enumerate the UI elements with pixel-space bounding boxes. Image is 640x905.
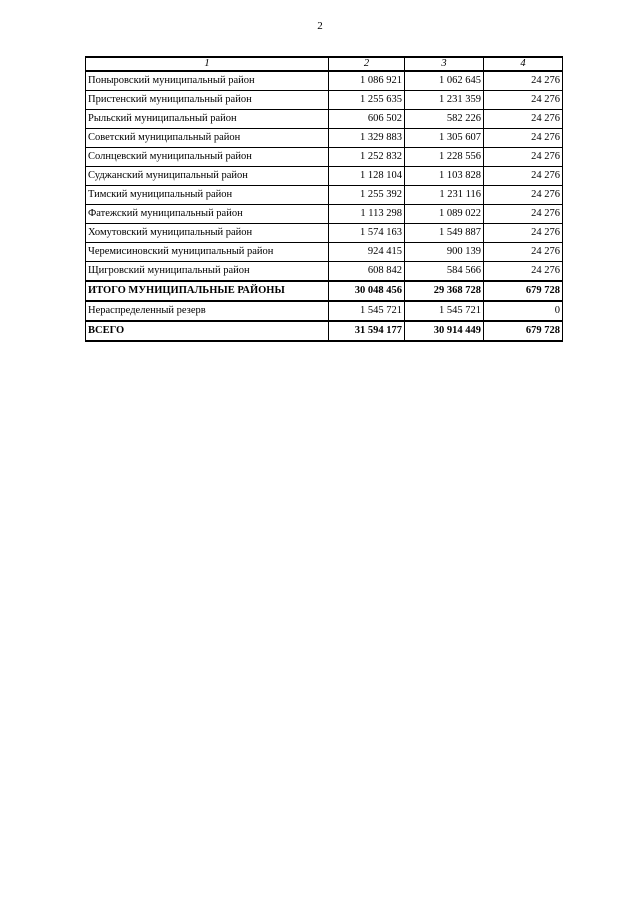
table-row bbox=[86, 91, 563, 110]
value-col-4: 24 276 bbox=[484, 129, 563, 148]
value-col-2: 1 255 392 bbox=[329, 186, 405, 205]
value-col-4: 24 276 bbox=[484, 167, 563, 186]
district-name: Пристенский муниципальный район bbox=[86, 91, 329, 110]
value-col-2: 1 545 721 bbox=[329, 301, 405, 321]
value-col-2: 608 842 bbox=[329, 262, 405, 282]
value-col-4: 679 728 bbox=[484, 281, 563, 301]
column-header-2: 2 bbox=[329, 57, 405, 71]
value-col-2: 1 113 298 bbox=[329, 205, 405, 224]
table-row bbox=[86, 148, 563, 167]
subtotal-row bbox=[86, 281, 563, 301]
value-col-3: 1 228 556 bbox=[405, 148, 484, 167]
value-col-3: 1 062 645 bbox=[405, 71, 484, 91]
budget-table bbox=[85, 56, 563, 342]
table-row bbox=[86, 129, 563, 148]
value-col-4: 24 276 bbox=[484, 224, 563, 243]
value-col-4: 24 276 bbox=[484, 71, 563, 91]
district-name: Поныровский муниципальный район bbox=[86, 71, 329, 91]
table-row bbox=[86, 186, 563, 205]
value-col-4: 24 276 bbox=[484, 110, 563, 129]
value-col-3: 900 139 bbox=[405, 243, 484, 262]
value-col-3: 29 368 728 bbox=[405, 281, 484, 301]
value-col-3: 1 231 116 bbox=[405, 186, 484, 205]
value-col-4: 24 276 bbox=[484, 91, 563, 110]
value-col-2: 1 574 163 bbox=[329, 224, 405, 243]
value-col-3: 1 231 359 bbox=[405, 91, 484, 110]
value-col-3: 582 226 bbox=[405, 110, 484, 129]
district-name: Тимский муниципальный район bbox=[86, 186, 329, 205]
table-row bbox=[86, 167, 563, 186]
district-name: Рыльский муниципальный район bbox=[86, 110, 329, 129]
value-col-3: 30 914 449 bbox=[405, 321, 484, 341]
value-col-4: 24 276 bbox=[484, 186, 563, 205]
table-row bbox=[86, 243, 563, 262]
reserve-label: Нераспределенный резерв bbox=[86, 301, 329, 321]
column-header-3: 3 bbox=[405, 57, 484, 71]
column-header-1: 1 bbox=[86, 57, 329, 71]
value-col-2: 1 255 635 bbox=[329, 91, 405, 110]
value-col-2: 606 502 bbox=[329, 110, 405, 129]
header-row bbox=[86, 57, 563, 71]
value-col-2: 924 415 bbox=[329, 243, 405, 262]
value-col-3: 1 549 887 bbox=[405, 224, 484, 243]
value-col-2: 1 128 104 bbox=[329, 167, 405, 186]
value-col-3: 1 103 828 bbox=[405, 167, 484, 186]
district-name: Фатежский муниципальный район bbox=[86, 205, 329, 224]
column-header-4: 4 bbox=[484, 57, 563, 71]
value-col-2: 1 086 921 bbox=[329, 71, 405, 91]
value-col-3: 584 566 bbox=[405, 262, 484, 282]
page-number: 2 bbox=[317, 20, 323, 32]
value-col-4: 0 bbox=[484, 301, 563, 321]
total-label: ВСЕГО bbox=[86, 321, 329, 341]
district-name: Советский муниципальный район bbox=[86, 129, 329, 148]
table-row bbox=[86, 262, 563, 282]
value-col-4: 24 276 bbox=[484, 148, 563, 167]
value-col-4: 24 276 bbox=[484, 262, 563, 282]
value-col-2: 1 252 832 bbox=[329, 148, 405, 167]
table-row bbox=[86, 110, 563, 129]
value-col-4: 24 276 bbox=[484, 243, 563, 262]
value-col-4: 24 276 bbox=[484, 205, 563, 224]
value-col-3: 1 089 022 bbox=[405, 205, 484, 224]
district-name: Черемисиновский муниципальный район bbox=[86, 243, 329, 262]
reserve-row bbox=[86, 301, 563, 321]
district-name: Солнцевский муниципальный район bbox=[86, 148, 329, 167]
table-row bbox=[86, 224, 563, 243]
district-name: Хомутовский муниципальный район bbox=[86, 224, 329, 243]
table-row bbox=[86, 71, 563, 91]
value-col-2: 30 048 456 bbox=[329, 281, 405, 301]
district-name: Щигровский муниципальный район bbox=[86, 262, 329, 282]
value-col-3: 1 305 607 bbox=[405, 129, 484, 148]
subtotal-label: ИТОГО МУНИЦИПАЛЬНЫЕ РАЙОНЫ bbox=[86, 281, 329, 301]
table-row bbox=[86, 205, 563, 224]
value-col-3: 1 545 721 bbox=[405, 301, 484, 321]
value-col-2: 1 329 883 bbox=[329, 129, 405, 148]
district-name: Суджанский муниципальный район bbox=[86, 167, 329, 186]
total-row bbox=[86, 321, 563, 341]
value-col-2: 31 594 177 bbox=[329, 321, 405, 341]
value-col-4: 679 728 bbox=[484, 321, 563, 341]
